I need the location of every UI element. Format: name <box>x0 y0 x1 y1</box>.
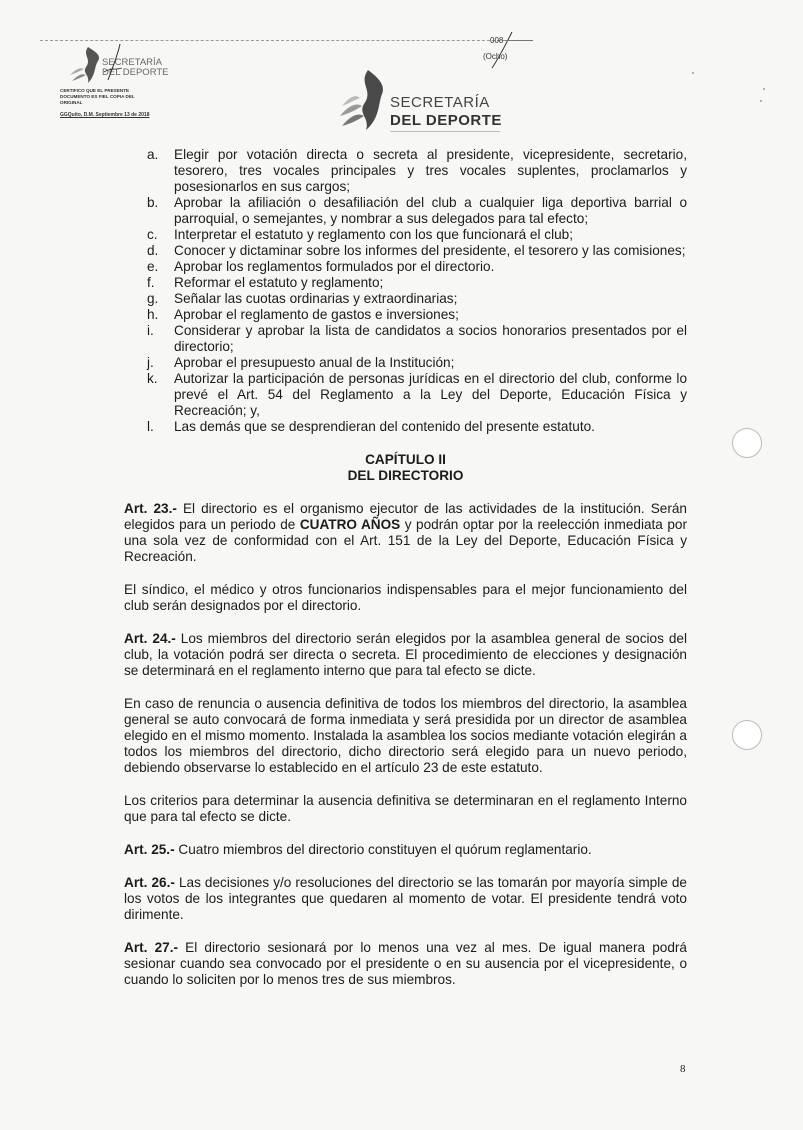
list-item-text: Reformar el estatuto y reglamento; <box>174 275 384 290</box>
stamp-title: SECRETARÍA DEL DEPORTE <box>102 57 169 78</box>
list-item-text: Las demás que se desprendieran del contenido del presente estatuto. <box>174 419 595 434</box>
punch-hole-icon <box>732 720 762 750</box>
page-number: 8 <box>680 1063 686 1075</box>
list-item-text: Interpretar el estatuto y reglamento con los que funcionará el club; <box>174 227 573 242</box>
list-item-letter: h. <box>147 307 159 322</box>
signature-icon <box>90 42 150 82</box>
list-item <box>124 259 687 275</box>
list-item-text: Autorizar la participación de personas jurídicas en el directorio del club, conforme lo prevé el Art. 54 del Reglamento a la Ley del Deporte, Educación Física y Recreación; y, <box>174 371 687 418</box>
paragraph-sindico: El síndico, el médico y otros funcionarios indispensables para el mejor funcionamiento del club serán designados por el directorio. <box>124 582 687 613</box>
list-item <box>124 355 687 371</box>
stamp-certification-text: CERTIFICO QUE EL PRESENTE DOCUMENTO ES FIEL COPIA DEL ORIGINAL <box>60 88 135 105</box>
list-item <box>124 227 687 243</box>
list-item-text: Aprobar los reglamentos formulados por el directorio. <box>174 259 495 274</box>
scan-speck <box>692 72 694 74</box>
secretaria-brand <box>340 68 520 138</box>
stamp-date: GGQuito, D.M. Septiembre 13 de 2018 <box>60 112 150 118</box>
list-item-text: Elegir por votación directa o secreta al presidente, vicepresidente, secretario, tesorero, tres vocales principales y tres vocales suplentes, proclamarlos y posesionarlos en sus cargos; <box>174 147 687 194</box>
list-item-text: Aprobar el reglamento de gastos e inversiones; <box>174 307 459 322</box>
document-body <box>124 147 687 988</box>
folio-mark-icon <box>470 30 550 70</box>
list-item <box>124 243 687 259</box>
list-item-text: Aprobar el presupuesto anual de la Institución; <box>174 355 455 370</box>
brand-rule <box>390 131 500 132</box>
list-item-letter: b. <box>147 195 159 210</box>
folio-word: (Ocho) <box>483 52 508 61</box>
article-26: Art. 26.- Las decisiones y/o resoluciones del directorio se las tomarán por mayoría simple de los votos de los integrantes que quedaren al momento de votar. El presidente tendrá voto dirimente. <box>124 875 687 922</box>
list-item <box>124 419 687 435</box>
list-item <box>124 195 687 227</box>
list-item-text: Conocer y dictaminar sobre los informes del presidente, el tesorero y las comisiones; <box>174 243 686 258</box>
list-item-letter: k. <box>147 371 158 386</box>
list-item-letter: l. <box>147 419 154 434</box>
list-item-letter: g. <box>147 291 159 306</box>
list-item-letter: d. <box>147 243 159 258</box>
list-item-text: Aprobar la afiliación o desafiliación del club a cualquier liga deportiva barrial o parroquial, o semejantes, y nombrar a sus delegados para tal efecto; <box>174 195 687 226</box>
paragraph-criterios: Los criterios para determinar la ausencia definitiva se determinaran en el reglamento Interno que para tal efecto se dicte. <box>124 793 687 824</box>
article-24: Art. 24.- Los miembros del directorio serán elegidos por la asamblea general de socios del club, la votación podrá ser directa o secreta. El procedimiento de elecciones y designación se determinará en el reglamento interno que para tal efecto se dicte. <box>124 631 687 678</box>
list-item <box>124 147 687 195</box>
scan-speck <box>760 100 762 102</box>
list-item <box>124 275 687 291</box>
chapter-heading: CAPÍTULO II DEL DIRECTORIO <box>347 452 464 483</box>
brand-line-1: SECRETARÍA <box>390 94 490 111</box>
list-item-text: Considerar y aprobar la lista de candidatos a socios honorarios presentados por el directorio; <box>174 323 687 354</box>
list-item <box>124 371 687 419</box>
list-item-letter: e. <box>147 259 159 274</box>
list-item <box>124 291 687 307</box>
list-item-letter: a. <box>147 147 159 162</box>
scan-speck <box>763 88 765 90</box>
list-item <box>124 307 687 323</box>
list-item-letter: f. <box>147 275 155 290</box>
article-23: Art. 23.- El directorio es el organismo ejecutor de las actividades de la institución. Serán elegidos para un periodo de CUATRO AÑOS y podrán optar por la reelección inmediata por una sola vez de conformidad con el Art. 151 de la Ley del Deporte, Educación Física y Recreación. <box>124 501 687 564</box>
list-item-text: Señalar las cuotas ordinarias y extraordinarias; <box>174 291 458 306</box>
attributions-list <box>124 147 687 435</box>
brand-line-2: DEL DEPORTE <box>390 112 502 129</box>
list-item-letter: c. <box>147 227 158 242</box>
article-25: Art. 25.- Cuatro miembros del directorio constituyen el quórum reglamentario. <box>124 842 592 857</box>
list-item-letter: i. <box>147 323 154 338</box>
punch-hole-icon <box>732 428 762 458</box>
list-item <box>124 323 687 355</box>
folio-line <box>505 40 533 41</box>
paragraph-renuncia: En caso de renuncia o ausencia definitiva de todos los miembros del directorio, la asamblea general se auto convocará de forma inmediata y será presidida por un director de asamblea elegido en el mismo momento. Instalada la asamblea los socios mediante votación elegirán a todos los miembros del directorio, dicho directorio será elegido para un nuevo periodo, debiendo observarse lo establecido en el artículo 23 de este estatuto. <box>124 696 687 775</box>
folio-number: 008 <box>490 36 504 45</box>
article-27: Art. 27.- El directorio sesionará por lo menos una vez al mes. De igual manera podrá sesionar cuando sea convocado por el presidente o en su ausencia por el vicepresidente, o cuando lo soliciten por lo menos tres de sus miembros. <box>124 940 687 987</box>
list-item-letter: j. <box>147 355 154 370</box>
secretaria-flame-logo-icon <box>340 68 388 132</box>
